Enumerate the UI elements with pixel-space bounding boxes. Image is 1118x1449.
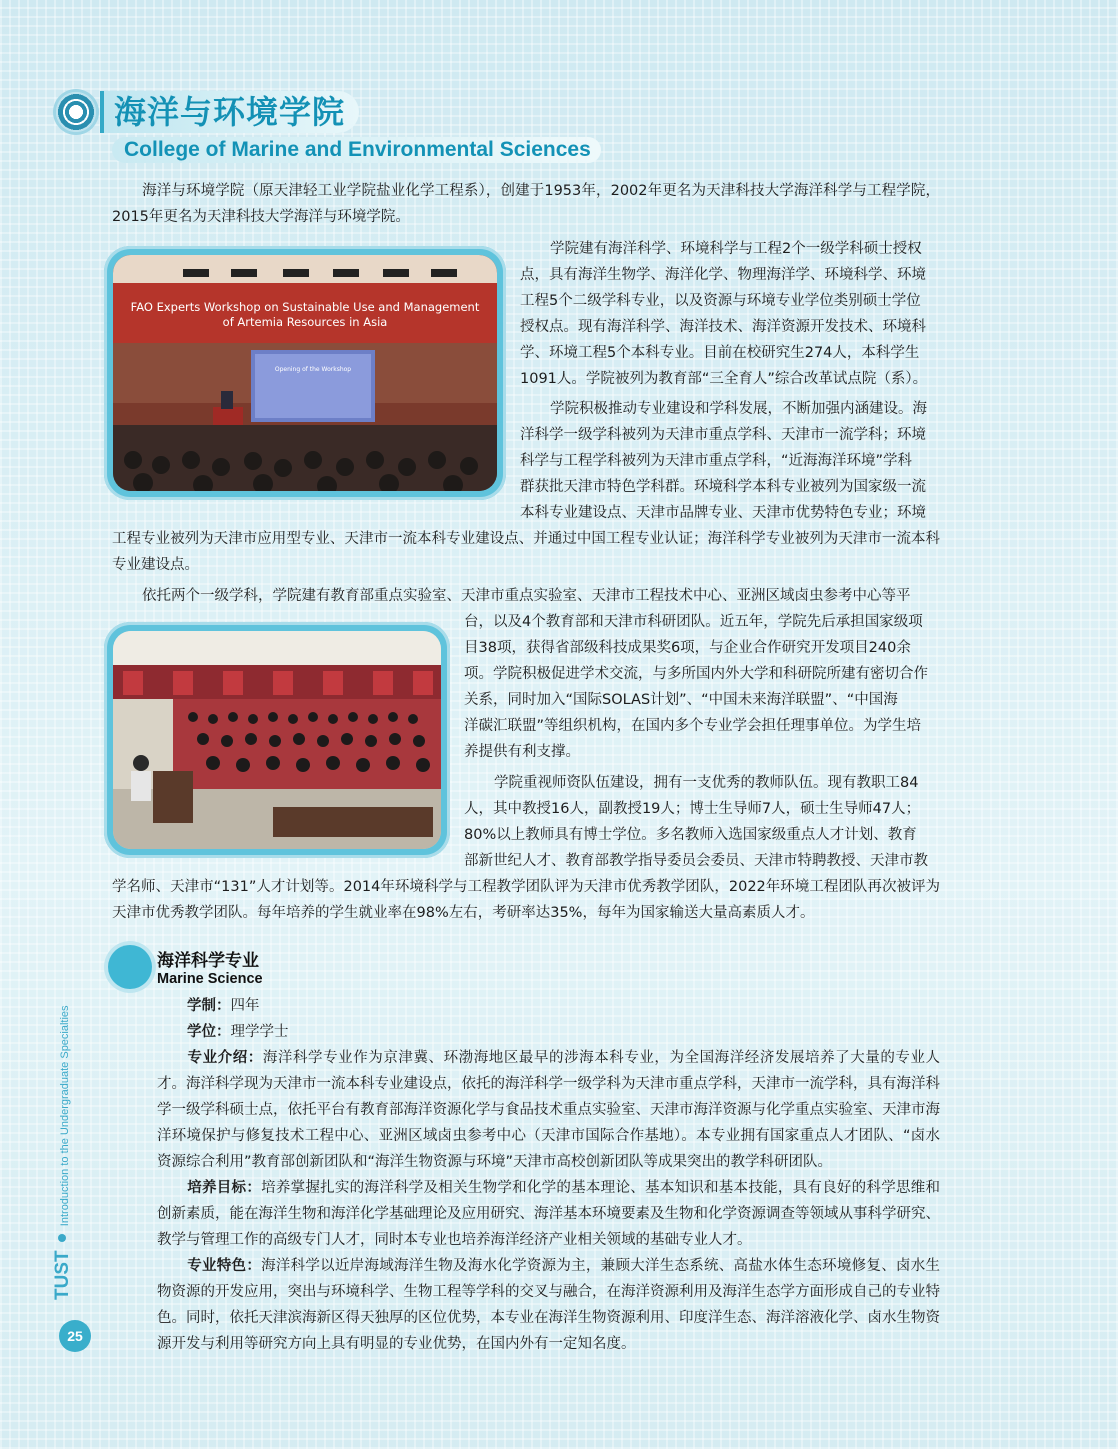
side-label (52, 960, 96, 1300)
duration-value: 四年 (230, 998, 260, 1014)
p4-line-4: 关系，同时加入“国际SOLAS计划”、“中国未来海洋联盟”、“中国海 (464, 692, 898, 708)
major-title-en: Marine Science (157, 971, 263, 987)
p4-first-line: 依托两个一级学科，学院建有教育部重点实验室、天津市重点实验室、天津市工程技术中心、亚洲区域卤虫参考中心等平 (142, 588, 911, 604)
p4-line-5: 洋碳汇联盟”等组织机构，在国内多个专业学会担任理事单位。为学生培 (464, 718, 922, 734)
intro-text: 海洋科学专业作为京津冀、环渤海地区最早的涉海本科专业，为全国海洋经济发展培养了大量的专业人才。海洋科学现为天津市一流本科专业建设点，依托的海洋科学一级学科为天津市重点学科，天津市一流学科，具有海洋科学一级学科硕士点，依托平台有教育部海洋资源化学与食品技术重点实验室、天津市海洋资源与化学重点实验室、天津市海洋环境保护与修复技术工程中心、亚洲区域卤虫参考中心（天津市国际合作基地）。本专业拥有国家重点人才团队、“卤水资源综合利用”教育部创新团队和“海洋生物资源与环境”天津市高校创新团队等成果突出的教学科研团队。 (157, 1050, 941, 1170)
p2-line-5: 学、环境工程5个本科专业。目前在校研究生274人，本科学生 (520, 345, 920, 361)
p3-line-2: 洋科学一级学科被列为天津市重点学科、天津市一流学科；环境 (520, 427, 926, 443)
p2-line-1: 学院建有海洋科学、环境科学与工程2个一级学科硕士授权 (550, 241, 922, 257)
workshop-banner-line1: FAO Experts Workshop on Sustainable Use and Management (130, 300, 480, 314)
p4-line-3: 项。学院积极促进学术交流，与多所国内外大学和科研院所建有密切合作 (464, 666, 928, 682)
intro-paragraph-1 (112, 178, 940, 230)
major-feature (157, 1253, 940, 1357)
side-subtitle: Introduction to the Undergraduate Specialties (59, 1005, 71, 1227)
photo-lecture (113, 631, 441, 849)
intro-paragraph-5 (464, 770, 940, 874)
p2-line-6: 1091人。学院被列为教育部“三全育人”综合改革试点院（系）。 (520, 371, 928, 387)
p3-line-5: 本科专业建设点、天津市品牌专业、天津市优势特色专业；环境 (520, 505, 926, 521)
p5-line-3: 80%以上教师具有博士学位。多名教师入选国家级重点人才计划、教育 (464, 827, 917, 843)
section-bullet-icon (108, 945, 152, 989)
p5-line-1: 学院重视师资队伍建设，拥有一支优秀的教师队伍。现有教职工84 (494, 775, 919, 791)
projector-screen-text: Opening of the Workshop (274, 366, 352, 373)
p5-line-4: 部新世纪人才、教育部教学指导委员会委员、天津市特聘教授、天津市教 (464, 853, 928, 869)
photo-workshop-frame (104, 246, 506, 500)
major-duration (187, 993, 947, 1019)
intro-p1-text: 海洋与环境学院（原天津轻工业学院盐业化学工程系），创建于1953年，2002年更名为天津科技大学海洋科学与工程学院，2015年更名为天津科技大学海洋与环境学院。 (112, 183, 940, 225)
college-logo (56, 92, 96, 132)
page-number: 25 (59, 1320, 91, 1352)
p4-line-6: 养提供有利支撑。 (464, 744, 580, 760)
p3-line-3: 科学与工程学科被列为天津市重点学科，“近海海洋环境”学科 (520, 453, 913, 469)
p5-line-2: 人，其中教授16人，副教授19人；博士生导师7人，硕士生导师47人； (464, 801, 921, 817)
p3-line-1: 学院积极推动专业建设和学科发展，不断加强内涵建设。海 (550, 401, 927, 417)
p2-line-4: 授权点。现有海洋科学、海洋技术、海洋资源开发技术、环境科 (520, 319, 926, 335)
p2-line-3: 工程5个二级学科专业，以及资源与环境专业学位类别硕士学位 (520, 293, 921, 309)
duration-label: 学制： (187, 998, 231, 1014)
page-title: 海洋与环境学院 (114, 93, 346, 131)
feature-label: 专业特色： (187, 1258, 262, 1274)
subtitle-banner (112, 137, 601, 163)
intro-label: 专业介绍： (187, 1050, 263, 1066)
photo-lecture-frame (104, 622, 450, 858)
intro-paragraph-4 (464, 609, 940, 765)
p4-line-1: 台，以及4个教育部和天津市科研团队。近五年，学院先后承担国家级项 (464, 614, 923, 630)
major-goal (157, 1175, 940, 1253)
major-intro (157, 1045, 940, 1175)
photo-workshop (113, 255, 497, 491)
major-degree (187, 1019, 947, 1045)
goal-label: 培养目标： (187, 1180, 262, 1196)
workshop-banner-line2: of Artemia Resources in Asia (222, 315, 388, 329)
page-subtitle: College of Marine and Environmental Sciences (124, 138, 591, 161)
feature-text: 海洋科学以近岸海域海洋生物及海水化学资源为主，兼顾大洋生态系统、高盐水体生态环境修复、卤水生物资源的开发应用，突出与环境科学、生物工程等学科的交叉与融合，在海洋资源利用及海洋生态学方面形成自己的专业特色。同时，依托天津滨海新区得天独厚的区位优势，本专业在海洋生物资源利用、印度洋生态、海洋溶液化学、卤水生物资源开发与利用等研究方向上具有明显的专业优势，在国内外有一定知名度。 (157, 1258, 941, 1352)
title-banner (100, 91, 359, 133)
p4-line-2: 目38项，获得省部级科技成果奖6项，与企业合作研究开发项目240余 (464, 640, 911, 656)
major-title: 海洋科学专业 (157, 951, 259, 971)
goal-text: 培养掌握扎实的海洋科学及相关生物学和化学的基本理论、基本知识和基本技能，具有良好的科学思维和创新素质，能在海洋生物和海洋化学基础理论及应用研究、海洋基本环境要素及生物和化学资源调查等领域从事科学研究、教学与管理工作的高级专门人才，同时本专业也培养海洋经济产业相关领域的基础专业人才。 (157, 1180, 941, 1248)
degree-label: 学位： (187, 1024, 231, 1040)
p3-tail: 工程专业被列为天津市应用型专业、天津市一流本科专业建设点、并通过中国工程专业认证；海洋科学专业被列为天津市一流本科专业建设点。 (112, 531, 940, 573)
intro-paragraph-3 (520, 396, 940, 526)
side-brand: TUST (52, 1250, 73, 1300)
side-dot-icon (58, 1234, 66, 1242)
intro-paragraph-2 (520, 236, 940, 392)
p2-line-2: 点，具有海洋生物学、海洋化学、物理海洋学、环境科学、环境 (520, 267, 926, 283)
degree-value: 理学学士 (230, 1024, 289, 1040)
p3-line-4: 群获批天津市特色学科群。环境科学本科专业被列为国家级一流 (520, 479, 926, 495)
p5-tail: 学名师、天津市“131”人才计划等。2014年环境科学与工程教学团队评为天津市优秀教学团队，2022年环境工程团队再次被评为天津市优秀教学团队。每年培养的学生就业率在98%左右，考研率达35%，每年为国家输送大量高素质人才。 (112, 879, 940, 921)
